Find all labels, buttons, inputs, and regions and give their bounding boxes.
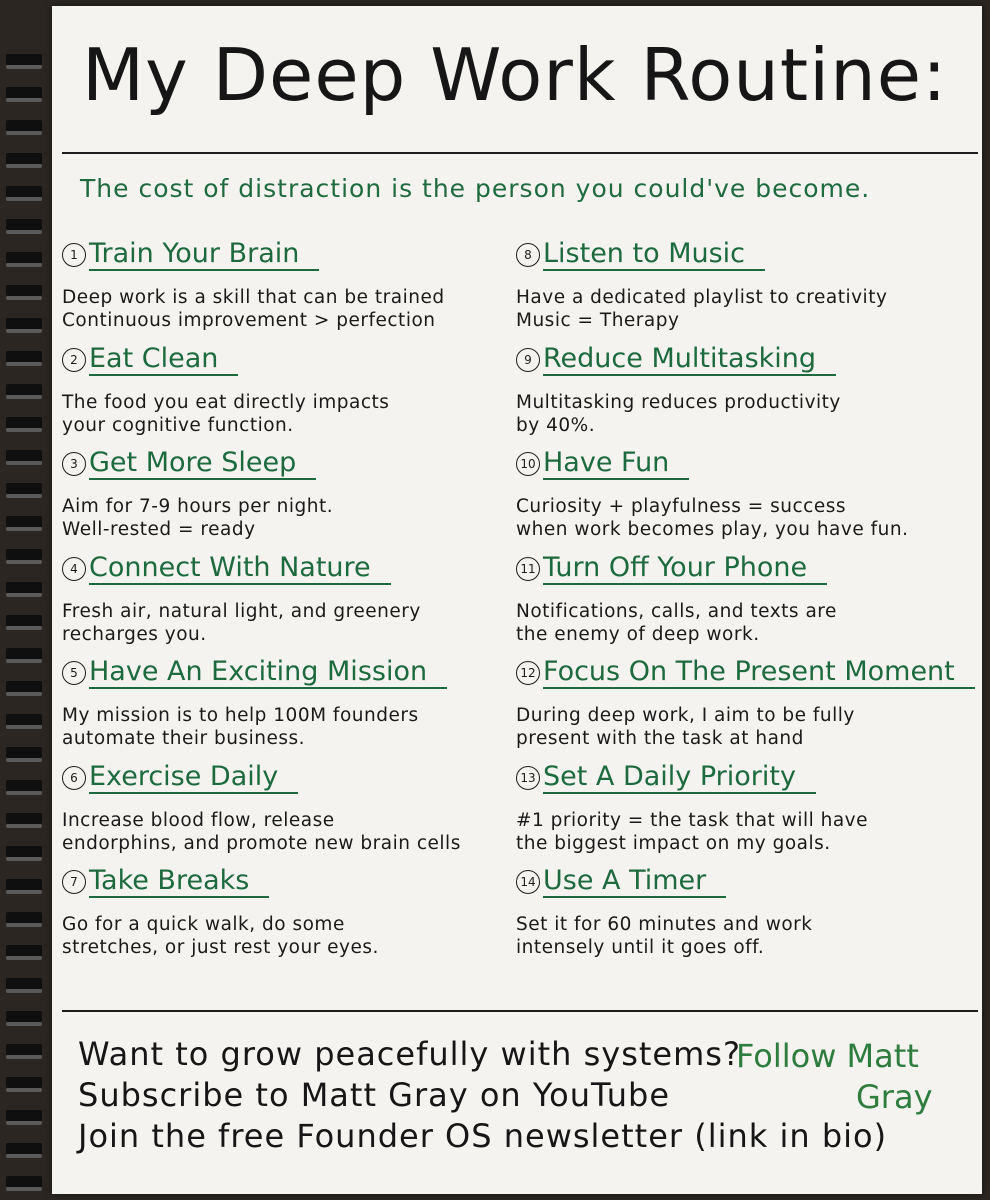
spiral-ring bbox=[6, 1176, 42, 1187]
item-description-line: automate their business. bbox=[62, 728, 306, 749]
spiral-binding bbox=[0, 0, 60, 1200]
routine-item bbox=[516, 552, 976, 657]
item-description-line: My mission is to help 100M founders bbox=[62, 705, 419, 726]
routine-item bbox=[62, 238, 502, 343]
item-description bbox=[62, 387, 502, 437]
routine-item bbox=[516, 343, 976, 448]
item-heading: Eat Clean bbox=[89, 343, 238, 376]
item-number-badge: 9 bbox=[516, 348, 540, 372]
spiral-ring bbox=[6, 186, 42, 197]
item-description-line: Notifications, calls, and texts are bbox=[516, 600, 837, 622]
spiral-ring bbox=[6, 549, 42, 560]
item-heading: Focus On The Present Moment bbox=[543, 656, 975, 689]
item-heading: Use A Timer bbox=[543, 865, 726, 898]
footer-line-3: Join the free Founder OS newsletter (link in bio) bbox=[78, 1117, 888, 1155]
item-description-line: endorphins, and promote new brain cells bbox=[62, 832, 461, 854]
spiral-ring bbox=[6, 978, 42, 989]
spiral-ring bbox=[6, 516, 42, 527]
item-heading-row bbox=[516, 761, 976, 805]
item-description-line: Fresh air, natural light, and greenery bbox=[62, 600, 421, 622]
item-description-line: by 40%. bbox=[516, 414, 596, 436]
item-description-line: present with the task at hand bbox=[516, 728, 804, 749]
item-description-line: your cognitive function. bbox=[62, 414, 294, 436]
item-description-line: intensely until it goes off. bbox=[516, 937, 765, 958]
item-number-badge: 3 bbox=[62, 452, 86, 476]
item-description-line: when work becomes play, you have fun. bbox=[516, 519, 909, 540]
item-number-badge: 12 bbox=[516, 661, 540, 685]
spiral-ring bbox=[6, 912, 42, 923]
routine-item bbox=[516, 865, 976, 970]
item-number-badge: 6 bbox=[62, 766, 86, 790]
item-heading-row bbox=[516, 447, 976, 491]
item-description bbox=[516, 282, 976, 332]
item-heading: Exercise Daily bbox=[89, 761, 298, 794]
spiral-ring bbox=[6, 945, 42, 956]
item-number-badge: 13 bbox=[516, 766, 540, 790]
left-column bbox=[62, 238, 502, 970]
item-description-line: Aim for 7-9 hours per night. bbox=[62, 496, 334, 517]
spiral-ring bbox=[6, 879, 42, 890]
item-number-badge: 2 bbox=[62, 348, 86, 372]
item-description-line: Go for a quick walk, do some bbox=[62, 914, 345, 935]
item-description bbox=[62, 909, 502, 959]
routine-item bbox=[62, 552, 502, 657]
item-heading-row bbox=[516, 552, 976, 596]
item-number-badge: 7 bbox=[62, 870, 86, 894]
routine-item bbox=[62, 343, 502, 448]
item-description-line: Deep work is a skill that can be trained bbox=[62, 287, 445, 308]
spiral-ring bbox=[6, 285, 42, 296]
spiral-ring bbox=[6, 450, 42, 461]
spiral-ring bbox=[6, 1143, 42, 1154]
spiral-ring bbox=[6, 252, 42, 263]
item-description-line: Continuous improvement > perfection bbox=[62, 310, 436, 331]
item-heading-row bbox=[516, 865, 976, 909]
spiral-ring bbox=[6, 351, 42, 362]
item-heading-row bbox=[62, 552, 502, 596]
item-description bbox=[516, 909, 976, 959]
spiral-ring bbox=[6, 813, 42, 824]
item-heading-row bbox=[62, 761, 502, 805]
routine-item bbox=[516, 761, 976, 866]
item-description-line: Multitasking reduces productivity bbox=[516, 391, 841, 413]
item-heading: Listen to Music bbox=[543, 238, 765, 271]
item-heading: Reduce Multitasking bbox=[543, 343, 836, 376]
item-number-badge: 8 bbox=[516, 243, 540, 267]
item-heading: Connect With Nature bbox=[89, 552, 391, 585]
routine-item bbox=[516, 447, 976, 552]
item-heading: Have An Exciting Mission bbox=[89, 656, 447, 689]
item-description-line: Well-rested = ready bbox=[62, 519, 256, 540]
item-heading-row bbox=[62, 656, 502, 700]
spiral-ring bbox=[6, 1077, 42, 1088]
spiral-ring bbox=[6, 846, 42, 857]
spiral-ring bbox=[6, 384, 42, 395]
spiral-ring bbox=[6, 681, 42, 692]
item-description-line: Curiosity + playfulness = success bbox=[516, 496, 847, 517]
item-description bbox=[62, 282, 502, 332]
item-description-line: #1 priority = the task that will have bbox=[516, 809, 869, 831]
spiral-ring bbox=[6, 120, 42, 131]
item-description-line: Have a dedicated playlist to creativity bbox=[516, 287, 888, 308]
item-number-badge: 10 bbox=[516, 452, 540, 476]
item-heading: Train Your Brain bbox=[89, 238, 319, 271]
routine-item bbox=[62, 761, 502, 866]
item-heading-row bbox=[516, 656, 976, 700]
spiral-ring bbox=[6, 153, 42, 164]
item-heading: Take Breaks bbox=[89, 865, 269, 898]
item-number-badge: 5 bbox=[62, 661, 86, 685]
item-number-badge: 11 bbox=[516, 557, 540, 581]
item-heading-row bbox=[62, 343, 502, 387]
item-description-line: the biggest impact on my goals. bbox=[516, 832, 831, 854]
notebook-page bbox=[52, 6, 982, 1194]
item-description-line: stretches, or just rest your eyes. bbox=[62, 937, 379, 958]
item-heading-row bbox=[62, 865, 502, 909]
item-description-line: recharges you. bbox=[62, 623, 207, 645]
item-number-badge: 4 bbox=[62, 557, 86, 581]
title-divider bbox=[62, 152, 978, 154]
spiral-ring bbox=[6, 648, 42, 659]
spiral-ring bbox=[6, 1011, 42, 1022]
routine-item bbox=[62, 656, 502, 761]
item-description-line: During deep work, I aim to be fully bbox=[516, 705, 855, 726]
footer-line-1: Want to grow peacefully with systems? bbox=[78, 1035, 741, 1073]
item-description bbox=[62, 805, 502, 855]
spiral-ring bbox=[6, 747, 42, 758]
item-heading: Have Fun bbox=[543, 447, 689, 480]
item-description bbox=[516, 387, 976, 437]
spiral-ring bbox=[6, 780, 42, 791]
spiral-ring bbox=[6, 318, 42, 329]
item-description-line: Set it for 60 minutes and work bbox=[516, 914, 813, 935]
item-description bbox=[516, 491, 976, 541]
item-description bbox=[62, 491, 502, 541]
spiral-ring bbox=[6, 87, 42, 98]
item-heading-row bbox=[516, 238, 976, 282]
spiral-ring bbox=[6, 582, 42, 593]
item-description bbox=[516, 700, 976, 750]
page-title: My Deep Work Routine: bbox=[82, 33, 948, 117]
item-description-line: Increase blood flow, release bbox=[62, 809, 335, 831]
footer-divider bbox=[62, 1010, 978, 1012]
item-description bbox=[516, 596, 976, 646]
quote-text: The cost of distraction is the person you could've become. bbox=[80, 174, 871, 203]
item-description-line: the enemy of deep work. bbox=[516, 623, 760, 645]
routine-item bbox=[516, 238, 976, 343]
spiral-ring bbox=[6, 1110, 42, 1121]
spiral-ring bbox=[6, 54, 42, 65]
right-column bbox=[516, 238, 976, 970]
item-description bbox=[516, 805, 976, 855]
spiral-ring bbox=[6, 615, 42, 626]
spiral-ring bbox=[6, 417, 42, 428]
item-heading: Set A Daily Priority bbox=[543, 761, 816, 794]
item-description-line: Music = Therapy bbox=[516, 310, 680, 331]
item-description-line: The food you eat directly impacts bbox=[62, 391, 390, 413]
routine-item bbox=[62, 865, 502, 970]
spiral-ring bbox=[6, 219, 42, 230]
routine-item bbox=[62, 447, 502, 552]
routine-item bbox=[516, 656, 976, 761]
item-heading: Turn Off Your Phone bbox=[543, 552, 827, 585]
item-description bbox=[62, 700, 502, 750]
spiral-ring bbox=[6, 483, 42, 494]
item-number-badge: 1 bbox=[62, 243, 86, 267]
footer-line-2: Subscribe to Matt Gray on YouTube bbox=[78, 1076, 670, 1114]
item-number-badge: 14 bbox=[516, 870, 540, 894]
item-heading: Get More Sleep bbox=[89, 447, 316, 480]
item-heading-row bbox=[62, 238, 502, 282]
spiral-ring bbox=[6, 714, 42, 725]
item-heading-row bbox=[516, 343, 976, 387]
follow-text: Follow Matt bbox=[736, 1037, 919, 1075]
follow-text-name: Gray bbox=[856, 1078, 933, 1116]
spiral-ring bbox=[6, 1044, 42, 1055]
item-heading-row bbox=[62, 447, 502, 491]
item-description bbox=[62, 596, 502, 646]
